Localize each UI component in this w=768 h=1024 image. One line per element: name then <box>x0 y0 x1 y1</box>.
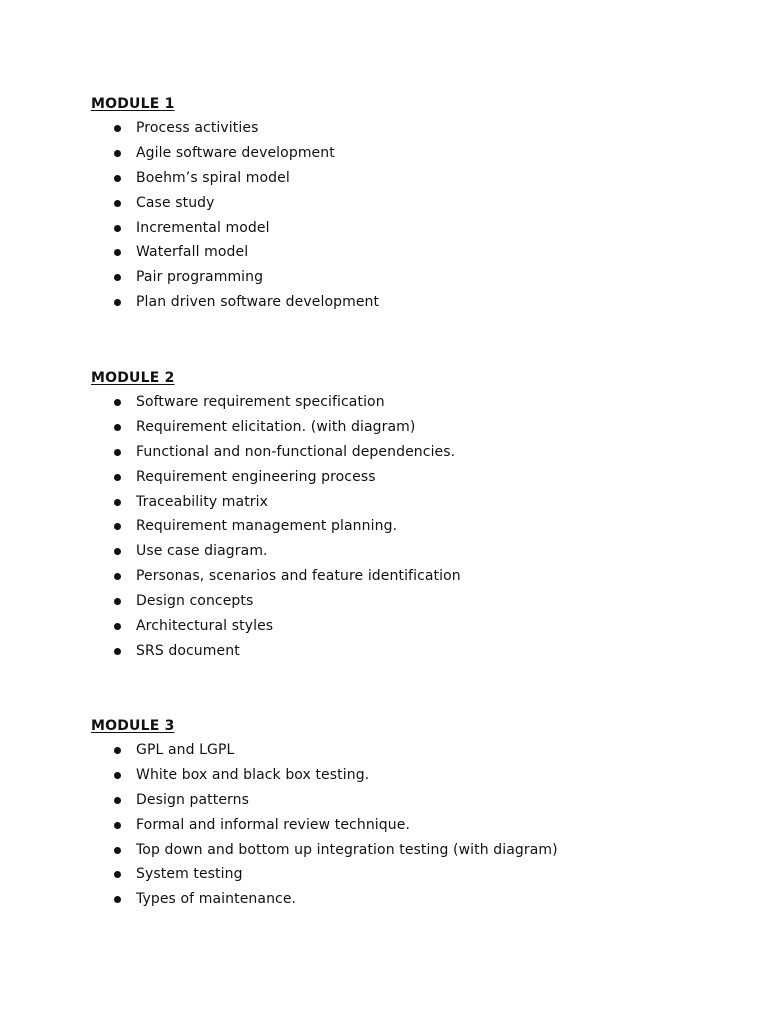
list-item <box>91 216 711 241</box>
bullet-icon <box>114 623 121 630</box>
list-item-text: Case study <box>136 194 215 211</box>
list-item-text: Requirement engineering process <box>136 468 376 485</box>
list-item <box>91 290 711 315</box>
bullet-icon <box>114 274 121 281</box>
list-item <box>91 191 711 216</box>
bullet-icon <box>114 499 121 506</box>
module-3-section <box>91 714 711 912</box>
list-item <box>91 838 711 863</box>
list-item <box>91 539 711 564</box>
list-item <box>91 166 711 191</box>
list-item <box>91 265 711 290</box>
list-item <box>91 514 711 539</box>
list-item <box>91 862 711 887</box>
bullet-icon <box>114 299 121 306</box>
bullet-icon <box>114 797 121 804</box>
list-item-text: Requirement elicitation. (with diagram) <box>136 418 416 435</box>
module-3-topic-list <box>91 738 711 912</box>
bullet-icon <box>114 648 121 655</box>
list-item-text: Plan driven software development <box>136 294 380 311</box>
bullet-icon <box>114 150 121 157</box>
module-2-section <box>91 366 711 664</box>
list-item <box>91 240 711 265</box>
bullet-icon <box>114 847 121 854</box>
bullet-icon <box>114 523 121 530</box>
list-item <box>91 141 711 166</box>
bullet-icon <box>114 249 121 256</box>
module-2-topic-list <box>91 390 711 664</box>
bullet-icon <box>114 474 121 481</box>
list-item-text: Use case diagram. <box>136 543 268 560</box>
list-item-text: Incremental model <box>136 219 270 236</box>
list-item-text: Boehm’s spiral model <box>136 169 290 186</box>
module-1-section <box>91 92 711 315</box>
bullet-icon <box>114 125 121 132</box>
bullet-icon <box>114 548 121 555</box>
list-item-text: SRS document <box>136 642 240 659</box>
list-item <box>91 614 711 639</box>
list-item <box>91 415 711 440</box>
list-item <box>91 465 711 490</box>
list-item-text: Design patterns <box>136 791 250 808</box>
list-item-text: System testing <box>136 866 243 883</box>
list-item <box>91 440 711 465</box>
bullet-icon <box>114 175 121 182</box>
list-item-text: Personas, scenarios and feature identification <box>136 568 461 585</box>
bullet-icon <box>114 747 121 754</box>
list-item <box>91 589 711 614</box>
list-item <box>91 813 711 838</box>
list-item-text: White box and black box testing. <box>136 766 370 783</box>
module-3-heading: MODULE 3 <box>91 718 175 734</box>
list-item-text: Software requirement specification <box>136 394 385 410</box>
bullet-icon <box>114 598 121 605</box>
module-2-heading: MODULE 2 <box>91 370 175 386</box>
bullet-icon <box>114 822 121 829</box>
module-1-topic-list <box>91 116 711 315</box>
list-item-text: Top down and bottom up integration testing (with diagram) <box>136 841 558 858</box>
list-item <box>91 639 711 664</box>
bullet-icon <box>114 871 121 878</box>
list-item-text: Types of maintenance. <box>136 891 297 908</box>
list-item <box>91 763 711 788</box>
bullet-icon <box>114 399 121 406</box>
bullet-icon <box>114 896 121 903</box>
list-item-text: Pair programming <box>136 269 264 286</box>
list-item-text: Process activities <box>136 120 259 136</box>
list-item <box>91 564 711 589</box>
list-item-text: Design concepts <box>136 593 254 610</box>
list-item <box>91 788 711 813</box>
list-item <box>91 116 711 141</box>
list-item <box>91 887 711 912</box>
list-item <box>91 738 711 763</box>
bullet-icon <box>114 772 121 779</box>
list-item-text: Agile software development <box>136 144 335 161</box>
list-item-text: Architectural styles <box>136 618 274 635</box>
bullet-icon <box>114 200 121 207</box>
list-item-text: GPL and LGPL <box>136 742 235 758</box>
list-item-text: Requirement management planning. <box>136 518 398 535</box>
list-item <box>91 390 711 415</box>
list-item-text: Waterfall model <box>136 244 249 261</box>
list-item <box>91 490 711 515</box>
list-item-text: Functional and non-functional dependencies. <box>136 443 456 460</box>
list-item-text: Traceability matrix <box>136 493 269 510</box>
bullet-icon <box>114 225 121 232</box>
module-1-heading: MODULE 1 <box>91 96 175 112</box>
list-item-text: Formal and informal review technique. <box>136 816 411 833</box>
bullet-icon <box>114 573 121 580</box>
bullet-icon <box>114 449 121 456</box>
bullet-icon <box>114 424 121 431</box>
